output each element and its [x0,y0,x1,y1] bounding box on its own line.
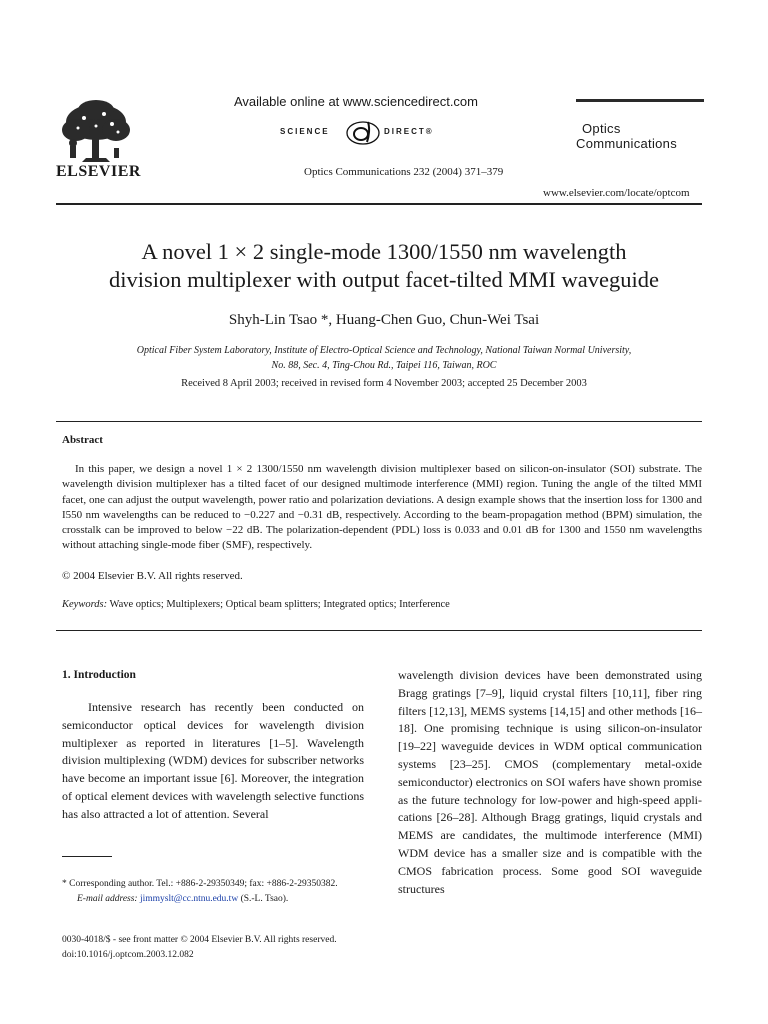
article-title [40,238,728,294]
available-online-text: Available online at www.sciencedirect.com [234,94,478,109]
journal-word-1: Optics [582,121,621,136]
footnote-divider [62,856,112,857]
journal-brand-bar [576,99,704,102]
abstract-heading: Abstract [62,434,103,446]
sciencedirect-left-word: SCIENCE [280,127,330,136]
abstract-body [62,462,702,554]
author-affiliation [40,343,728,373]
sciencedirect-logo [280,118,480,148]
sciencedirect-right-word: DIRECT® [384,127,434,136]
intro-paragraph-left: Intensive research has recently been conducted on semiconductor optical devices for wavelength division multiplexer as reported in literatures [1–5]. Wavelength division multiplexing (WDM) devices for subscriber networks have become an important issue [6]. Moreover, the integration of optical element devices with wavelength selective functions has also attracted a lot of attention. Several [62,700,364,821]
keywords-label: Keywords: [62,599,108,610]
journal-citation: Optics Communications 232 (2004) 371–379 [304,166,504,178]
header-divider [56,203,702,205]
affiliation-line-2: No. 88, Sec. 4, Ting-Chou Rd., Taipei 116, Taiwan, ROC [271,360,497,371]
section-heading: 1. Introduction [62,669,136,681]
sciencedirect-d-icon [345,118,381,146]
journal-url[interactable]: www.elsevier.com/locate/optcom [543,187,690,199]
abstract-copyright: © 2004 Elsevier B.V. All rights reserved. [62,570,243,582]
received-dates: Received 8 April 2003; received in revised form 4 November 2003; accepted 25 December 2003 [181,378,587,389]
intro-paragraph-right: wavelength division devices have been demonstrated using Bragg gratings [7–9], liquid crystal filters [10,11], fiber ring filters [12,13], MEMS systems [14,15] and other methods [16–18]. One promising technique is using silicon-on-insulator [19–22] waveguide devices in WDM optical communication systems [23–25]. CMOS (complementary metal-oxide semiconductor) electronics on SOI wafers have shown promise as the future technology for low-power and high-speed applications [26–28]. Although Bragg gratings, liquid crystals and MEMS are candidates, the multimode interference (MMI) WDM device has a smaller size and is compatible with the CMOS fabrication process. Some good SOI waveguide structures [398,668,702,896]
email-link[interactable]: jimmyslt@cc.ntnu.edu.tw [139,893,239,904]
abstract-paragraph: In this paper, we design a novel 1 × 2 1300/1550 nm wavelength division multiplexer based on silicon-on-insulator (SOI) substrate. The wavelength division multiplexer has a tilted facet of our designed multimode interference (MMI) region. Tuning the angle of the tilted MMI facet, one can adjust the output wavelength, power ratio and polarization deviations. A design example shows that the insertion loss for 1300 and I550 nm wavelengths can be reduced to −0.227 and −0.31 dB, respectively. According to the beam-propagation method (BPM) simulation, the crosstalk can be improved to below −22 dB. The polarization-dependent (PDL) loss is 0.033 and 0.01 dB for 1300 and 1550 nm wavelengths without attaching single-mode fiber (SMF), respectively. [62,463,702,552]
title-line-1: A novel 1 × 2 single-mode 1300/1550 nm wavelength [141,239,627,264]
abstract-bottom-divider [56,630,702,631]
affiliation-line-1: Optical Fiber System Laboratory, Institute of Electro-Optical Science and Technology, National Taiwan Normal University, [136,345,632,356]
abstract-top-divider [56,421,702,422]
article-authors: Shyh-Lin Tsao *, Huang-Chen Guo, Chun-Wei Tsai [228,312,540,328]
journal-word-2: Communications [576,136,678,151]
keywords [62,599,450,610]
title-line-2: division multiplexer with output facet-tilted MMI waveguide [109,267,659,292]
journal-brand [576,99,708,151]
doi-line[interactable]: doi:10.1016/j.optcom.2003.12.082 [62,950,194,960]
issn-line: 0030-4018/$ - see front matter © 2004 Elsevier B.V. All rights reserved. [62,935,337,945]
footnote [62,877,364,906]
keywords-list: Wave optics; Multiplexers; Optical beam splitters; Integrated optics; Interference [109,599,450,610]
bottom-notes [62,933,337,963]
footnote-corresponding: * Corresponding author. Tel.: +886-2-29350349; fax: +886-2-29350382. [62,879,338,889]
right-column [398,667,702,898]
footnote-email-line [62,892,364,907]
email-label: E-mail address: [77,893,138,904]
left-column [62,699,364,824]
publisher-logo-word: ELSEVIER [56,163,141,180]
email-suffix: (S.-L. Tsao). [240,893,289,904]
